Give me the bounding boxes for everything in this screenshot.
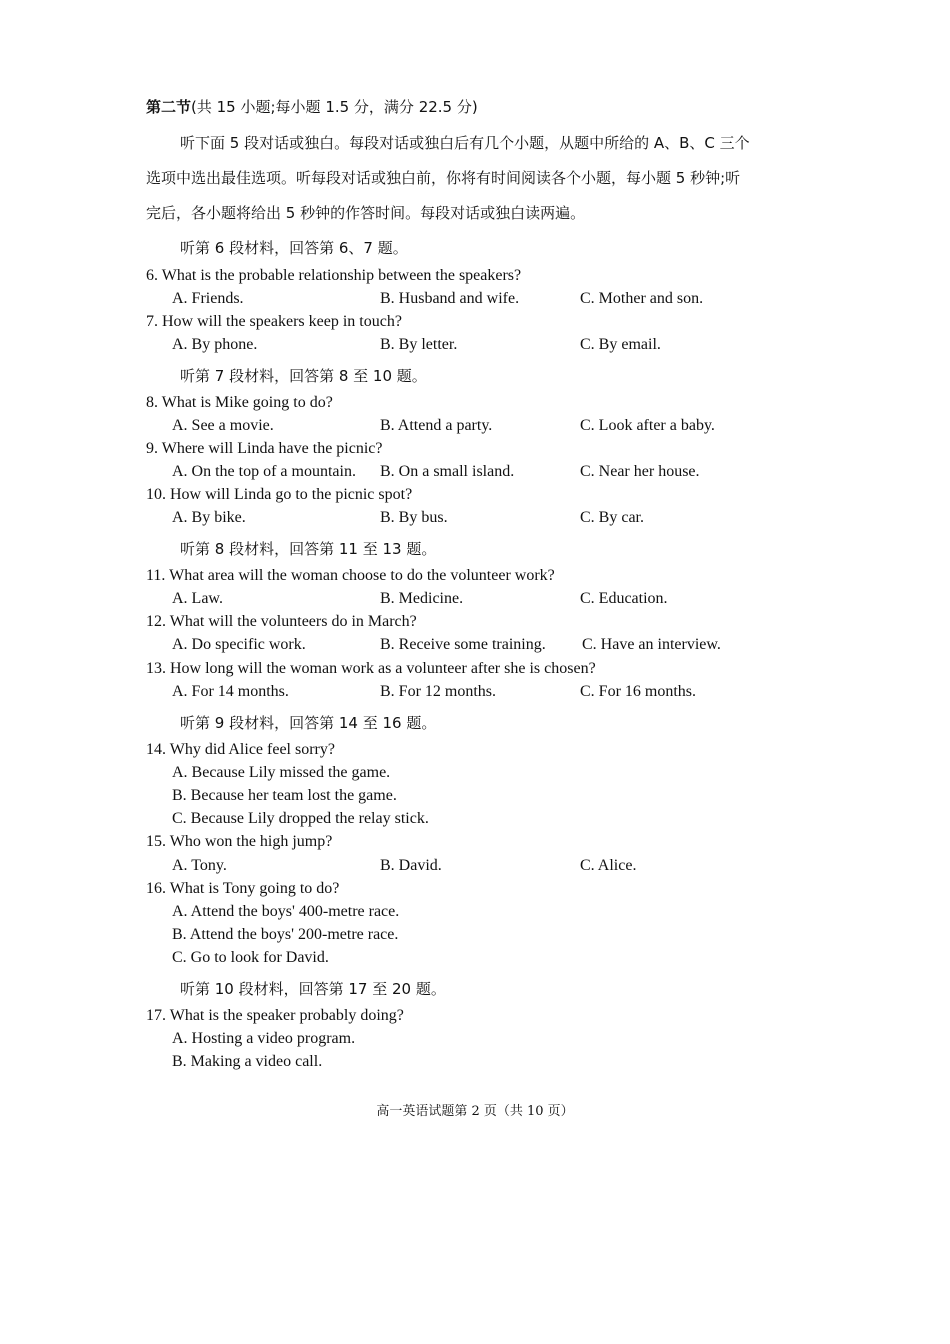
option-c: C. Go to look for David. xyxy=(172,949,329,966)
section-title: 第二节 xyxy=(146,98,192,116)
option-a: A. Do specific work. xyxy=(172,636,306,653)
page-footer: 高一英语试题第 2 页（共 10 页） xyxy=(376,1104,574,1119)
option-b: B. For 12 months. xyxy=(380,683,497,700)
instruction-line: 完后，各小题将给出 5 秒钟的作答时间。每段对话或独白读两遍。 xyxy=(146,204,586,222)
question-text: 13. How long will the woman work as a volunteer after she is chosen? xyxy=(146,660,596,677)
option-c: C. Mother and son. xyxy=(580,290,704,307)
question-text: 16. What is Tony going to do? xyxy=(146,880,340,897)
question-text: 6. What is the probable relationship between the speakers? xyxy=(146,267,522,284)
option-a: A. By bike. xyxy=(172,509,246,526)
question-text: 11. What area will the woman choose to do the volunteer work? xyxy=(146,567,555,584)
question-text: 10. How will Linda go to the picnic spot? xyxy=(146,486,413,503)
option-a: A. Law. xyxy=(172,590,223,607)
option-c: C. Because Lily dropped the relay stick. xyxy=(172,810,429,827)
option-b: B. Making a video call. xyxy=(172,1053,323,1070)
option-c: C. Near her house. xyxy=(580,463,700,480)
instruction-line: 听下面 5 段对话或独白。每段对话或独白后有几个小题，从题中所给的 A、B、C 三个 xyxy=(180,134,750,152)
question-text: 17. What is the speaker probably doing? xyxy=(146,1007,404,1024)
option-c: C. Look after a baby. xyxy=(580,417,715,434)
section-heading xyxy=(146,96,478,117)
question-text: 12. What will the volunteers do in March? xyxy=(146,613,417,630)
option-a: A. On the top of a mountain. xyxy=(172,463,356,480)
section-title-rest: (共 15 小题;每小题 1.5 分，满分 22.5 分) xyxy=(191,98,478,116)
group-label: 听第 6 段材料，回答第 6、7 题。 xyxy=(180,239,408,257)
option-c: C. By car. xyxy=(580,509,644,526)
option-c: C. Alice. xyxy=(580,857,637,874)
option-a: A. Hosting a video program. xyxy=(172,1030,356,1047)
option-b: B. David. xyxy=(380,857,442,874)
option-b: B. On a small island. xyxy=(380,463,515,480)
group-label: 听第 8 段材料，回答第 11 至 13 题。 xyxy=(180,540,437,558)
instruction-line: 选项中选出最佳选项。听每段对话或独白前，你将有时间阅读各个小题，每小题 5 秒钟;听 xyxy=(146,169,741,187)
question-text: 8. What is Mike going to do? xyxy=(146,394,333,411)
option-a: A. Friends. xyxy=(172,290,244,307)
option-a: A. For 14 months. xyxy=(172,683,289,700)
group-label: 听第 7 段材料，回答第 8 至 10 题。 xyxy=(180,367,427,385)
group-label: 听第 10 段材料，回答第 17 至 20 题。 xyxy=(180,980,446,998)
option-c: C. Education. xyxy=(580,590,668,607)
option-a: A. Tony. xyxy=(172,857,227,874)
option-b: B. Husband and wife. xyxy=(380,290,520,307)
question-text: 7. How will the speakers keep in touch? xyxy=(146,313,402,330)
option-b: B. Because her team lost the game. xyxy=(172,787,397,804)
option-b: B. Medicine. xyxy=(380,590,464,607)
option-c: C. By email. xyxy=(580,336,661,353)
option-a: A. Attend the boys' 400-metre race. xyxy=(172,903,400,920)
question-text: 15. Who won the high jump? xyxy=(146,833,333,850)
option-b: B. Attend a party. xyxy=(380,417,493,434)
option-b: B. Receive some training. xyxy=(380,636,546,653)
option-b: B. By letter. xyxy=(380,336,458,353)
option-a: A. Because Lily missed the game. xyxy=(172,764,391,781)
option-a: A. See a movie. xyxy=(172,417,274,434)
option-c: C. Have an interview. xyxy=(582,636,721,653)
question-text: 14. Why did Alice feel sorry? xyxy=(146,741,335,758)
group-label: 听第 9 段材料，回答第 14 至 16 题。 xyxy=(180,714,437,732)
option-a: A. By phone. xyxy=(172,336,258,353)
option-c: C. For 16 months. xyxy=(580,683,697,700)
option-b: B. Attend the boys' 200-metre race. xyxy=(172,926,399,943)
question-text: 9. Where will Linda have the picnic? xyxy=(146,440,383,457)
option-b: B. By bus. xyxy=(380,509,448,526)
